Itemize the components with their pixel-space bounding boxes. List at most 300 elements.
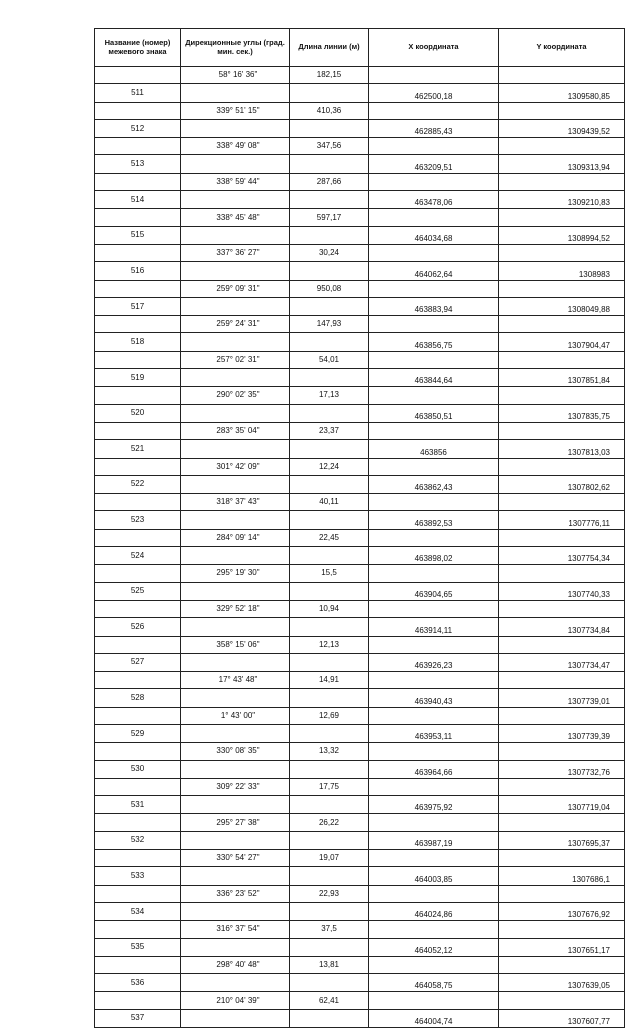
segment-row: [95, 885, 625, 902]
segment-row: [95, 672, 625, 689]
point-number-cell: 519: [95, 369, 181, 387]
point-row: [95, 796, 625, 814]
header-y: Y координата: [499, 29, 625, 67]
point-row: [95, 974, 625, 992]
x-coordinate-cell: 463892,53: [369, 511, 499, 529]
point-row: [95, 618, 625, 636]
empty-cell: [95, 387, 181, 404]
empty-cell: [181, 689, 290, 707]
point-number-cell: 534: [95, 902, 181, 920]
angle-cell: 259° 24' 31": [181, 316, 290, 333]
empty-cell: [181, 155, 290, 173]
empty-cell: [181, 262, 290, 280]
length-cell: 12,69: [290, 707, 369, 724]
segment-row: [95, 565, 625, 582]
length-cell: 347,56: [290, 138, 369, 155]
segment-row: [95, 280, 625, 297]
point-number-cell: 525: [95, 582, 181, 600]
empty-cell: [95, 850, 181, 867]
empty-cell: [95, 280, 181, 297]
length-cell: 23,37: [290, 422, 369, 439]
angle-cell: 336° 23' 52": [181, 885, 290, 902]
y-coordinate-cell: 1307739,01: [499, 689, 625, 707]
empty-cell: [95, 885, 181, 902]
angle-cell: 329° 52' 18": [181, 600, 290, 617]
empty-cell: [95, 244, 181, 261]
point-row: [95, 297, 625, 315]
empty-cell: [499, 280, 625, 297]
point-row: [95, 475, 625, 493]
length-cell: 950,08: [290, 280, 369, 297]
empty-cell: [290, 333, 369, 351]
empty-cell: [499, 743, 625, 760]
empty-cell: [369, 707, 499, 724]
point-number-cell: 532: [95, 831, 181, 849]
empty-cell: [95, 209, 181, 226]
empty-cell: [369, 885, 499, 902]
angle-cell: 295° 27' 38": [181, 814, 290, 831]
empty-cell: [181, 333, 290, 351]
header-length: Длина линии (м): [290, 29, 369, 67]
x-coordinate-cell: 464052,12: [369, 938, 499, 956]
empty-cell: [181, 297, 290, 315]
angle-cell: 58° 16' 36": [181, 67, 290, 84]
x-coordinate-cell: 463844,64: [369, 369, 499, 387]
point-number-cell: 533: [95, 867, 181, 885]
empty-cell: [290, 902, 369, 920]
x-coordinate-cell: 464034,68: [369, 226, 499, 244]
y-coordinate-cell: 1307695,37: [499, 831, 625, 849]
empty-cell: [369, 351, 499, 368]
table-body: [95, 67, 625, 1028]
length-cell: 40,11: [290, 494, 369, 511]
point-number-cell: 515: [95, 226, 181, 244]
empty-cell: [369, 850, 499, 867]
angle-cell: 257° 02' 31": [181, 351, 290, 368]
empty-cell: [369, 814, 499, 831]
point-number-cell: 528: [95, 689, 181, 707]
empty-cell: [499, 67, 625, 84]
length-cell: 37,5: [290, 921, 369, 938]
point-row: [95, 119, 625, 137]
angle-cell: 301° 42' 09": [181, 458, 290, 475]
y-coordinate-cell: 1309439,52: [499, 119, 625, 137]
empty-cell: [290, 226, 369, 244]
empty-cell: [181, 760, 290, 778]
empty-cell: [290, 84, 369, 102]
segment-row: [95, 387, 625, 404]
empty-cell: [499, 422, 625, 439]
empty-cell: [290, 262, 369, 280]
angle-cell: 338° 49' 08": [181, 138, 290, 155]
empty-cell: [95, 422, 181, 439]
x-coordinate-cell: 463856,75: [369, 333, 499, 351]
y-coordinate-cell: 1307754,34: [499, 547, 625, 565]
point-row: [95, 653, 625, 671]
empty-cell: [499, 244, 625, 261]
point-row: [95, 511, 625, 529]
x-coordinate-cell: 464062,64: [369, 262, 499, 280]
empty-cell: [181, 974, 290, 992]
empty-cell: [181, 440, 290, 458]
length-cell: 182,15: [290, 67, 369, 84]
point-number-cell: 523: [95, 511, 181, 529]
empty-cell: [499, 102, 625, 119]
header-name: Название (номер) межевого знака: [95, 29, 181, 67]
segment-row: [95, 316, 625, 333]
point-row: [95, 404, 625, 422]
segment-row: [95, 921, 625, 938]
y-coordinate-cell: 1307739,39: [499, 724, 625, 742]
x-coordinate-cell: 463987,19: [369, 831, 499, 849]
empty-cell: [181, 84, 290, 102]
angle-cell: 339° 51' 15": [181, 102, 290, 119]
length-cell: 15,5: [290, 565, 369, 582]
empty-cell: [369, 173, 499, 190]
point-number-cell: 529: [95, 724, 181, 742]
point-number-cell: 536: [95, 974, 181, 992]
segment-row: [95, 850, 625, 867]
segment-row: [95, 778, 625, 795]
header-x: X координата: [369, 29, 499, 67]
empty-cell: [290, 582, 369, 600]
length-cell: 62,41: [290, 992, 369, 1009]
empty-cell: [181, 511, 290, 529]
empty-cell: [369, 316, 499, 333]
x-coordinate-cell: 463926,23: [369, 653, 499, 671]
point-number-cell: 511: [95, 84, 181, 102]
empty-cell: [95, 494, 181, 511]
empty-cell: [499, 494, 625, 511]
empty-cell: [95, 992, 181, 1009]
empty-cell: [181, 404, 290, 422]
empty-cell: [499, 850, 625, 867]
empty-cell: [181, 831, 290, 849]
empty-cell: [95, 529, 181, 546]
empty-cell: [369, 422, 499, 439]
y-coordinate-cell: 1309210,83: [499, 191, 625, 209]
segment-row: [95, 992, 625, 1009]
segment-row: [95, 814, 625, 831]
empty-cell: [369, 280, 499, 297]
empty-cell: [369, 458, 499, 475]
length-cell: 12,24: [290, 458, 369, 475]
x-coordinate-cell: 463209,51: [369, 155, 499, 173]
empty-cell: [95, 672, 181, 689]
empty-cell: [290, 440, 369, 458]
y-coordinate-cell: 1309580,85: [499, 84, 625, 102]
length-cell: 597,17: [290, 209, 369, 226]
x-coordinate-cell: 463964,66: [369, 760, 499, 778]
x-coordinate-cell: 464058,75: [369, 974, 499, 992]
angle-cell: 210° 04' 39": [181, 992, 290, 1009]
point-row: [95, 902, 625, 920]
empty-cell: [369, 565, 499, 582]
empty-cell: [290, 796, 369, 814]
length-cell: 19,07: [290, 850, 369, 867]
length-cell: 147,93: [290, 316, 369, 333]
point-row: [95, 440, 625, 458]
y-coordinate-cell: 1307851,84: [499, 369, 625, 387]
y-coordinate-cell: 1307835,75: [499, 404, 625, 422]
empty-cell: [290, 369, 369, 387]
empty-cell: [290, 1009, 369, 1027]
x-coordinate-cell: 463856: [369, 440, 499, 458]
point-number-cell: 535: [95, 938, 181, 956]
y-coordinate-cell: 1307734,84: [499, 618, 625, 636]
empty-cell: [290, 297, 369, 315]
length-cell: 26,22: [290, 814, 369, 831]
angle-cell: 290° 02' 35": [181, 387, 290, 404]
empty-cell: [499, 209, 625, 226]
empty-cell: [499, 316, 625, 333]
point-number-cell: 530: [95, 760, 181, 778]
empty-cell: [181, 618, 290, 636]
x-coordinate-cell: 463862,43: [369, 475, 499, 493]
empty-cell: [290, 831, 369, 849]
empty-cell: [369, 743, 499, 760]
point-number-cell: 526: [95, 618, 181, 636]
empty-cell: [95, 956, 181, 973]
length-cell: 30,24: [290, 244, 369, 261]
empty-cell: [290, 653, 369, 671]
x-coordinate-cell: 463478,06: [369, 191, 499, 209]
angle-cell: 283° 35' 04": [181, 422, 290, 439]
empty-cell: [369, 387, 499, 404]
empty-cell: [95, 636, 181, 653]
angle-cell: 358° 15' 06": [181, 636, 290, 653]
empty-cell: [499, 885, 625, 902]
point-row: [95, 191, 625, 209]
segment-row: [95, 67, 625, 84]
point-row: [95, 369, 625, 387]
y-coordinate-cell: 1307719,04: [499, 796, 625, 814]
x-coordinate-cell: 463850,51: [369, 404, 499, 422]
y-coordinate-cell: 1309313,94: [499, 155, 625, 173]
point-row: [95, 84, 625, 102]
angle-cell: 17° 43' 48": [181, 672, 290, 689]
x-coordinate-cell: 462500,18: [369, 84, 499, 102]
length-cell: 22,93: [290, 885, 369, 902]
empty-cell: [369, 138, 499, 155]
y-coordinate-cell: 1307651,17: [499, 938, 625, 956]
angle-cell: 330° 54' 27": [181, 850, 290, 867]
point-number-cell: 513: [95, 155, 181, 173]
empty-cell: [290, 547, 369, 565]
y-coordinate-cell: 1307776,11: [499, 511, 625, 529]
empty-cell: [369, 209, 499, 226]
empty-cell: [290, 475, 369, 493]
point-number-cell: 520: [95, 404, 181, 422]
length-cell: 12,13: [290, 636, 369, 653]
point-number-cell: 531: [95, 796, 181, 814]
y-coordinate-cell: 1307734,47: [499, 653, 625, 671]
empty-cell: [95, 138, 181, 155]
segment-row: [95, 102, 625, 119]
point-row: [95, 547, 625, 565]
empty-cell: [95, 921, 181, 938]
length-cell: 54,01: [290, 351, 369, 368]
empty-cell: [95, 600, 181, 617]
empty-cell: [499, 956, 625, 973]
segment-row: [95, 138, 625, 155]
y-coordinate-cell: 1307639,05: [499, 974, 625, 992]
empty-cell: [369, 778, 499, 795]
empty-cell: [369, 956, 499, 973]
x-coordinate-cell: 462885,43: [369, 119, 499, 137]
x-coordinate-cell: 463940,43: [369, 689, 499, 707]
angle-cell: 295° 19' 30": [181, 565, 290, 582]
empty-cell: [499, 173, 625, 190]
empty-cell: [499, 138, 625, 155]
empty-cell: [181, 796, 290, 814]
point-number-cell: 521: [95, 440, 181, 458]
empty-cell: [369, 67, 499, 84]
empty-cell: [181, 369, 290, 387]
empty-cell: [499, 565, 625, 582]
empty-cell: [499, 992, 625, 1009]
point-row: [95, 689, 625, 707]
point-number-cell: 514: [95, 191, 181, 209]
empty-cell: [181, 902, 290, 920]
header-angle: Дирекционные углы (град. мин. сек.): [181, 29, 290, 67]
length-cell: 17,13: [290, 387, 369, 404]
x-coordinate-cell: 463914,11: [369, 618, 499, 636]
length-cell: 10,94: [290, 600, 369, 617]
segment-row: [95, 209, 625, 226]
angle-cell: 316° 37' 54": [181, 921, 290, 938]
angle-cell: 284° 09' 14": [181, 529, 290, 546]
point-row: [95, 938, 625, 956]
boundary-coordinates-table: [94, 28, 625, 1028]
point-number-cell: 524: [95, 547, 181, 565]
empty-cell: [499, 458, 625, 475]
empty-cell: [290, 404, 369, 422]
x-coordinate-cell: 464024,86: [369, 902, 499, 920]
empty-cell: [95, 102, 181, 119]
empty-cell: [499, 351, 625, 368]
point-number-cell: 516: [95, 262, 181, 280]
y-coordinate-cell: 1307732,76: [499, 760, 625, 778]
empty-cell: [95, 707, 181, 724]
empty-cell: [290, 191, 369, 209]
point-row: [95, 760, 625, 778]
empty-cell: [95, 316, 181, 333]
length-cell: 410,36: [290, 102, 369, 119]
empty-cell: [499, 921, 625, 938]
empty-cell: [369, 992, 499, 1009]
length-cell: 14,91: [290, 672, 369, 689]
point-number-cell: 517: [95, 297, 181, 315]
empty-cell: [181, 724, 290, 742]
angle-cell: 318° 37' 43": [181, 494, 290, 511]
empty-cell: [181, 119, 290, 137]
empty-cell: [369, 102, 499, 119]
segment-row: [95, 422, 625, 439]
y-coordinate-cell: 1307676,92: [499, 902, 625, 920]
point-row: [95, 333, 625, 351]
point-number-cell: 522: [95, 475, 181, 493]
empty-cell: [181, 867, 290, 885]
empty-cell: [181, 547, 290, 565]
y-coordinate-cell: 1307686,1: [499, 867, 625, 885]
x-coordinate-cell: 463975,92: [369, 796, 499, 814]
angle-cell: 337° 36' 27": [181, 244, 290, 261]
empty-cell: [95, 67, 181, 84]
empty-cell: [290, 867, 369, 885]
empty-cell: [499, 636, 625, 653]
segment-row: [95, 956, 625, 973]
angle-cell: 298° 40' 48": [181, 956, 290, 973]
empty-cell: [290, 724, 369, 742]
angle-cell: 1° 43' 00": [181, 707, 290, 724]
y-coordinate-cell: 1307607,77: [499, 1009, 625, 1027]
point-row: [95, 155, 625, 173]
angle-cell: 330° 08' 35": [181, 743, 290, 760]
empty-cell: [499, 672, 625, 689]
angle-cell: 338° 45' 48": [181, 209, 290, 226]
empty-cell: [499, 778, 625, 795]
empty-cell: [95, 778, 181, 795]
segment-row: [95, 636, 625, 653]
segment-row: [95, 458, 625, 475]
point-number-cell: 527: [95, 653, 181, 671]
angle-cell: 259° 09' 31": [181, 280, 290, 297]
y-coordinate-cell: 1308049,88: [499, 297, 625, 315]
segment-row: [95, 529, 625, 546]
x-coordinate-cell: 464003,85: [369, 867, 499, 885]
empty-cell: [181, 191, 290, 209]
point-number-cell: 537: [95, 1009, 181, 1027]
empty-cell: [290, 974, 369, 992]
empty-cell: [369, 921, 499, 938]
empty-cell: [181, 938, 290, 956]
empty-cell: [290, 119, 369, 137]
length-cell: 13,32: [290, 743, 369, 760]
y-coordinate-cell: 1308994,52: [499, 226, 625, 244]
empty-cell: [369, 494, 499, 511]
empty-cell: [369, 636, 499, 653]
x-coordinate-cell: 463883,94: [369, 297, 499, 315]
point-row: [95, 1009, 625, 1027]
x-coordinate-cell: 463904,65: [369, 582, 499, 600]
segment-row: [95, 244, 625, 261]
point-number-cell: 512: [95, 119, 181, 137]
y-coordinate-cell: 1307813,03: [499, 440, 625, 458]
empty-cell: [95, 351, 181, 368]
empty-cell: [95, 458, 181, 475]
empty-cell: [369, 672, 499, 689]
length-cell: 17,75: [290, 778, 369, 795]
empty-cell: [499, 707, 625, 724]
empty-cell: [290, 511, 369, 529]
segment-row: [95, 351, 625, 368]
empty-cell: [181, 653, 290, 671]
empty-cell: [499, 814, 625, 831]
point-row: [95, 724, 625, 742]
y-coordinate-cell: 1307904,47: [499, 333, 625, 351]
empty-cell: [181, 226, 290, 244]
empty-cell: [290, 155, 369, 173]
x-coordinate-cell: 464004,74: [369, 1009, 499, 1027]
y-coordinate-cell: 1307802,62: [499, 475, 625, 493]
segment-row: [95, 707, 625, 724]
segment-row: [95, 173, 625, 190]
length-cell: 13,81: [290, 956, 369, 973]
length-cell: 287,66: [290, 173, 369, 190]
length-cell: 22,45: [290, 529, 369, 546]
angle-cell: 338° 59' 44": [181, 173, 290, 190]
